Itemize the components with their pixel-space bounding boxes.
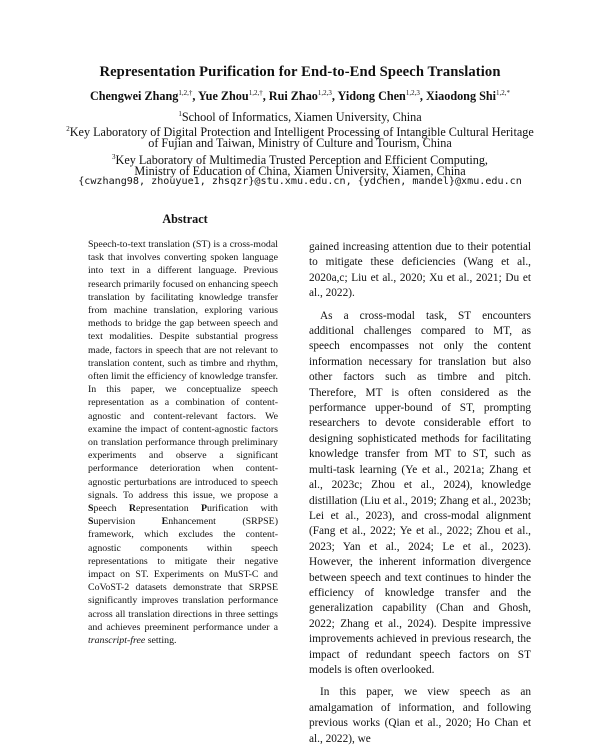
affiliation-3-line2: Ministry of Education of China, Xiamen University, Xiamen, China — [134, 164, 466, 178]
author-5: Xiaodong Shi$^{1,2,*}$ — [425, 89, 511, 103]
author-emails: {cwzhang98, zhouyue1, zhsqzr}@stu.xmu.edu.cn, {ydchen, mandel}@xmu.edu.cn — [78, 176, 522, 187]
author-4: Yidong Chen$^{1,2,3}$, — [337, 89, 426, 103]
intro-column — [309, 240, 531, 747]
paper-title: Representation Purification for End-to-End Speech Translation — [99, 64, 501, 80]
affiliation-2: $^2$Key Laboratory of Digital Protection and Intelligent Processing of Intangible Cultural Heritage — [66, 125, 534, 139]
author-list — [0, 89, 600, 104]
intro-paragraph-3: In this paper, we view speech as an amalgamation of information, and following previous works (Qian et al., 2020; Ho Chan et al., 2022), we — [309, 686, 531, 745]
abstract-body — [88, 238, 278, 647]
intro-paragraph-1: gained increasing attention due to their potential to mitigate these deficiencies (Wang et al., 2020a,c; Liu et al., 2020; Xu et al., 2021; Du et al., 2022). — [309, 241, 531, 300]
affiliation-2-line2: of Fujian and Taiwan, Ministry of Culture and Tourism, China — [148, 136, 452, 150]
abstract-paragraph: Speech-to-text translation (ST) is a cross-modal task that involves converting spoken language into text in a different language. Previous research primarily focused on enhancing speech translation by facilitating knowledge transfer from machine translation, exploring various methods to bridge the gap between speech and text modalities. Despite substantial progress made, factors in speech that are not relevant to translation content, such as timbre and rhythm, often limit the efficiency of knowledge transfer. In this paper, we conceptualize speech representation as a combination of content-agnostic and content-relevant factors. We examine the impact of content-agnostic factors on translation performance through preliminary experiments and observe a significant performance deterioration when content-agnostic perturbations are introduced to speech signals. To address this issue, we propose a Speech Representation Purification with Supervision Enhancement (SRPSE) framework, which excludes the content-agnostic components within speech representations to mitigate their negative impact on ST. Experiments on MuST-C and CoVoST-2 datasets demonstrate that SRPSE significantly improves translation performance across all translation directions in three settings and achieves preeminent performance under a transcript-free setting. — [88, 239, 279, 647]
abstract-heading: Abstract — [162, 212, 208, 226]
affiliation-3: $^3$Key Laboratory of Multimedia Trusted Perception and Efficient Computing, — [112, 153, 488, 167]
author-2: Yue Zhou$^{1,2,\dagger}$, — [197, 89, 269, 103]
intro-paragraph-2: As a cross-modal task, ST encounters additional challenges compared to MT, as speech encompasses not only the content information necessary for translation but also other factors such as timbre and pitch. Therefore, MT is often considered as the performance upper-bound of ST, prompting researchers to devote considerable effort to designing sophisticated methods for facilitating knowledge transfer from MT to ST, such as multi-task learning (Ye et al., 2021a; Zhang et al., 2023c; Zhou et al., 2024), knowledge distillation (Liu et al., 2019; Zhang et al., 2023b; Lei et al., 2023), and cross-modal alignment (Fang et al., 2022; Ye et al., 2022; Zhou et al., 2023; Yan et al., 2024; Le et al., 2023). However, the inherent information divergence between speech and text continues to hinder the efficiency of knowledge transfer and the generalization capability (Chan and Ghosh, 2022; Zhang et al., 2024). Despite impressive improvements achieved in previous research, the impact of redundant speech factors on ST models is often overlooked. — [309, 309, 531, 676]
author-1: Chengwei Zhang$^{1,2,\dagger}$, — [89, 89, 198, 103]
affiliation-1: $^1$School of Informatics, Xiamen University, China — [178, 110, 422, 124]
author-3: Rui Zhao$^{1,2,3}$, — [268, 89, 338, 103]
